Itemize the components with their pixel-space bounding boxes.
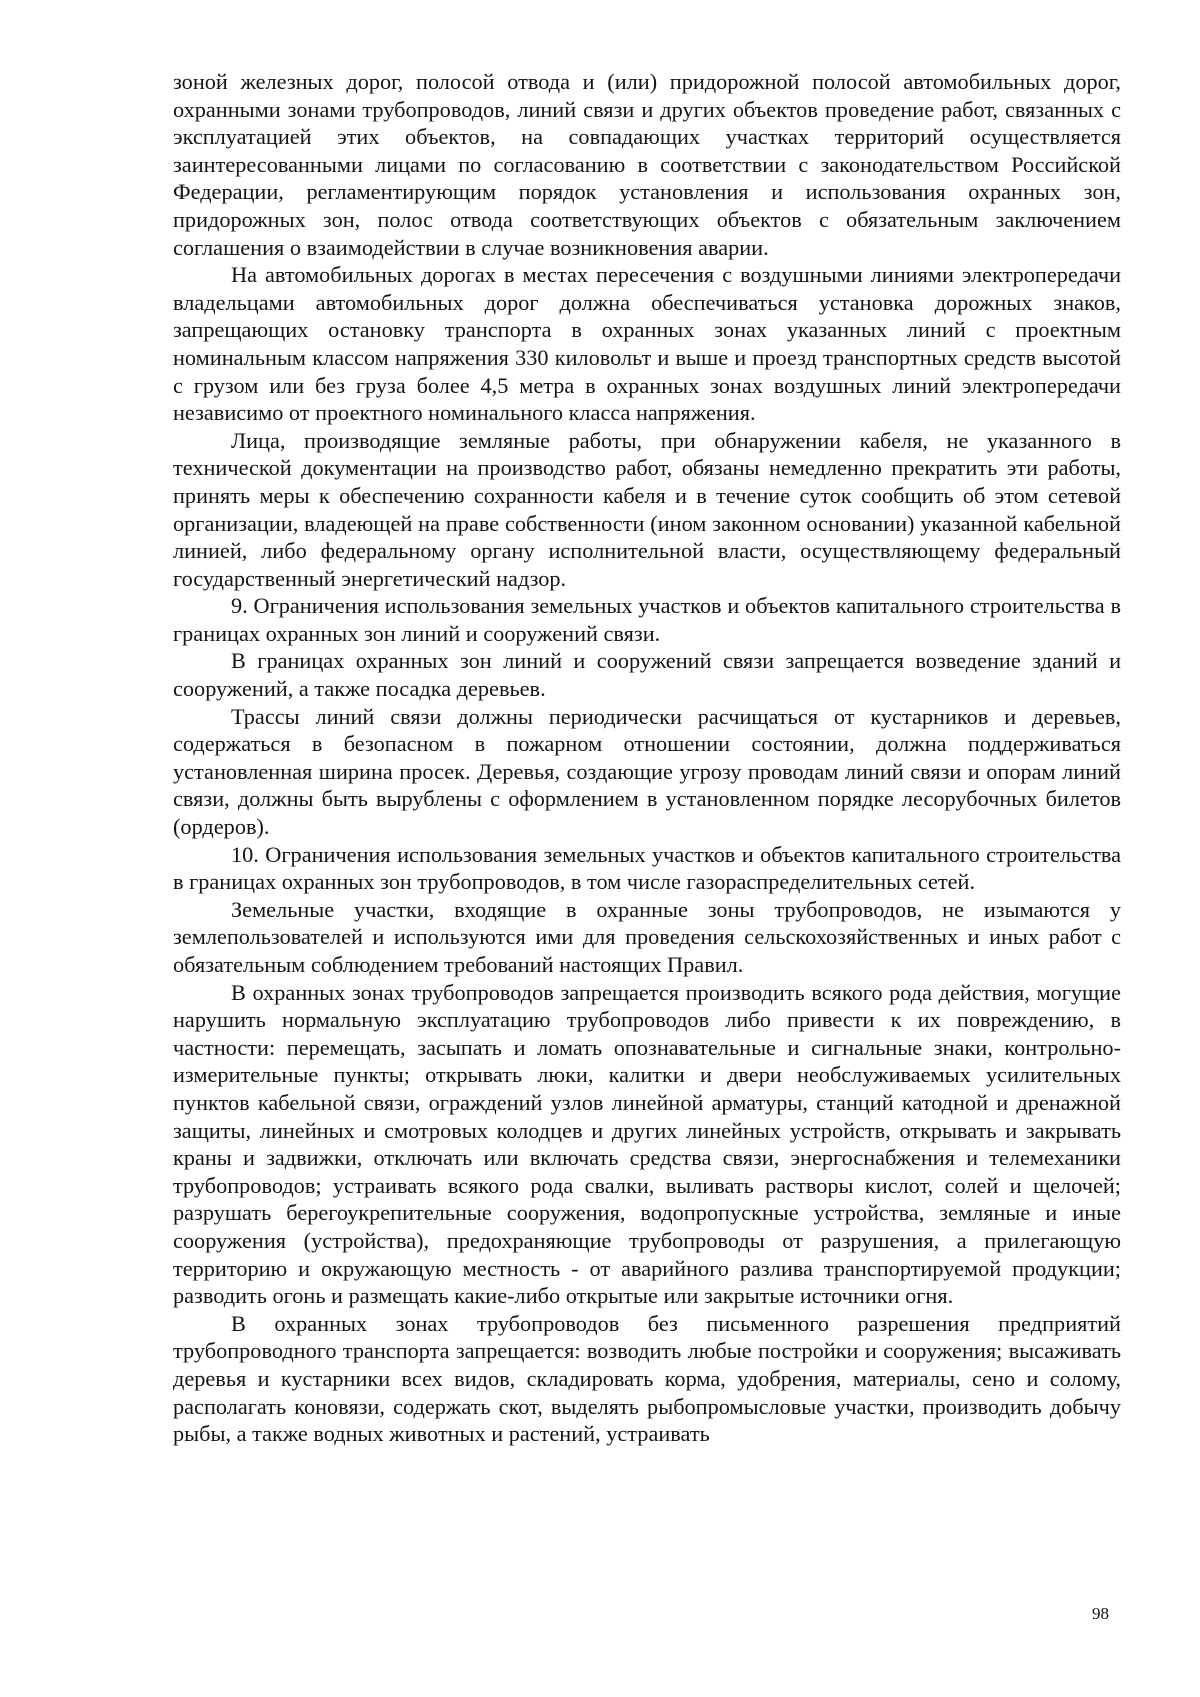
paragraph-pipeline-prohibitions: В охранных зонах трубопроводов запрещается производить всякого рода действия, могущие нарушить нормальную эксплуатацию трубопроводов либо привести к их повреждению, в частности: перемещать, засыпать и ломать опознавательные и сигнальные знаки, контрольно-измерительные пункты; открывать люки, калитки и двери необслуживаемых усилительных пунктов кабельной связи, ограждений узлов линейной арматуры, станций катодной и дренажной защиты, линейных и смотровых колодцев и других линейных устройств, открывать и закрывать краны и задвижки, отключать или включать средства связи, энергоснабжения и телемеханики трубопроводов; устраивать всякого рода свалки, выливать растворы кислот, солей и щелочей; разрушать берегоукрепительные сооружения, водопропускные устройства, земляные и иные сооружения (устройства), предохраняющие трубопроводы от разрушения, а прилегающую территорию и окружающую местность - от аварийного разлива транспортируемой продукции; разводить огонь и размещать какие-либо открытые или закрытые источники огня. (173, 979, 1121, 1309)
page-number: 98 (1092, 1604, 1109, 1623)
section-heading-10: 10. Ограничения использования земельных участков и объектов капитального строительства в границах охранных зон трубопроводов, в том числе газораспределительных сетей. (173, 841, 1121, 895)
paragraph-communication-zones: В границах охранных зон линий и сооружений связи запрещается возведение зданий и сооружений, а также посадка деревьев. (173, 648, 1121, 702)
paragraph-road-crossings: На автомобильных дорогах в местах пересечения с воздушными линиями электропередачи владельцами автомобильных дорог должна обеспечиваться установка дорожных знаков, запрещающих остановку транспорта в охранных зонах указанных линий с проектным номинальным классом напряжения 330 киловольт и выше и проезд транспортных средств высотой с грузом или без груза более 4,5 метра в охранных зонах воздушных линий электропередачи независимо от проектного номинального класса напряжения. (173, 262, 1121, 426)
paragraph-communication-routes: Трассы линий связи должны периодически расчищаться от кустарников и деревьев, содержаться в безопасном в пожарном отношении состоянии, должна поддерживаться установленная ширина просек. Деревья, создающие угрозу проводам линий связи и опорам линий связи, должны быть вырублены с оформлением в установленном порядке лесорубочных билетов (ордеров). (173, 703, 1121, 840)
section-heading-9: 9. Ограничения использования земельных участков и объектов капитального строительства в границах охранных зон линий и сооружений связи. (173, 593, 1121, 646)
body-text (173, 68, 1121, 1448)
paragraph-cable-discovery: Лица, производящие земляные работы, при обнаружении кабеля, не указанного в технической документации на производство работ, обязаны немедленно прекратить эти работы, принять меры к обеспечению сохранности кабеля и в течение суток сообщить об этом сетевой организации, владеющей на праве собственности (ином законном основании) указанной кабельной линией, либо федеральному органу исполнительной власти, осуществляющему федеральный государственный энергетический надзор. (173, 427, 1121, 591)
paragraph-continuation: зоной железных дорог, полосой отвода и (или) придорожной полосой автомобильных дорог, охранными зонами трубопроводов, линий связи и других объектов проведение работ, связанных с эксплуатацией этих объектов, на совпадающих участках территорий осуществляется заинтересованными лицами по согласованию в соответствии с законодательством Российской Федерации, регламентирующим порядок установления и использования охранных зон, придорожных зон, полос отвода соответствующих объектов с обязательным заключением соглашения о взаимодействии в случае возникновения аварии. (173, 69, 1121, 260)
paragraph-written-permission: В охранных зонах трубопроводов без письменного разрешения предприятий трубопроводного транспорта запрещается: возводить любые постройки и сооружения; высаживать деревья и кустарники всех видов, складировать корма, удобрения, материалы, сено и солому, располагать коновязи, содержать скот, выделять рыбопромысловые участки, производить добычу рыбы, а также водных животных и растений, устраивать (173, 1310, 1121, 1447)
paragraph-land-plots: Земельные участки, входящие в охранные зоны трубопроводов, не изымаются у землепользователей и используются ими для проведения сельскохозяйственных и иных работ с обязательным соблюдением требований настоящих Правил. (173, 896, 1121, 977)
